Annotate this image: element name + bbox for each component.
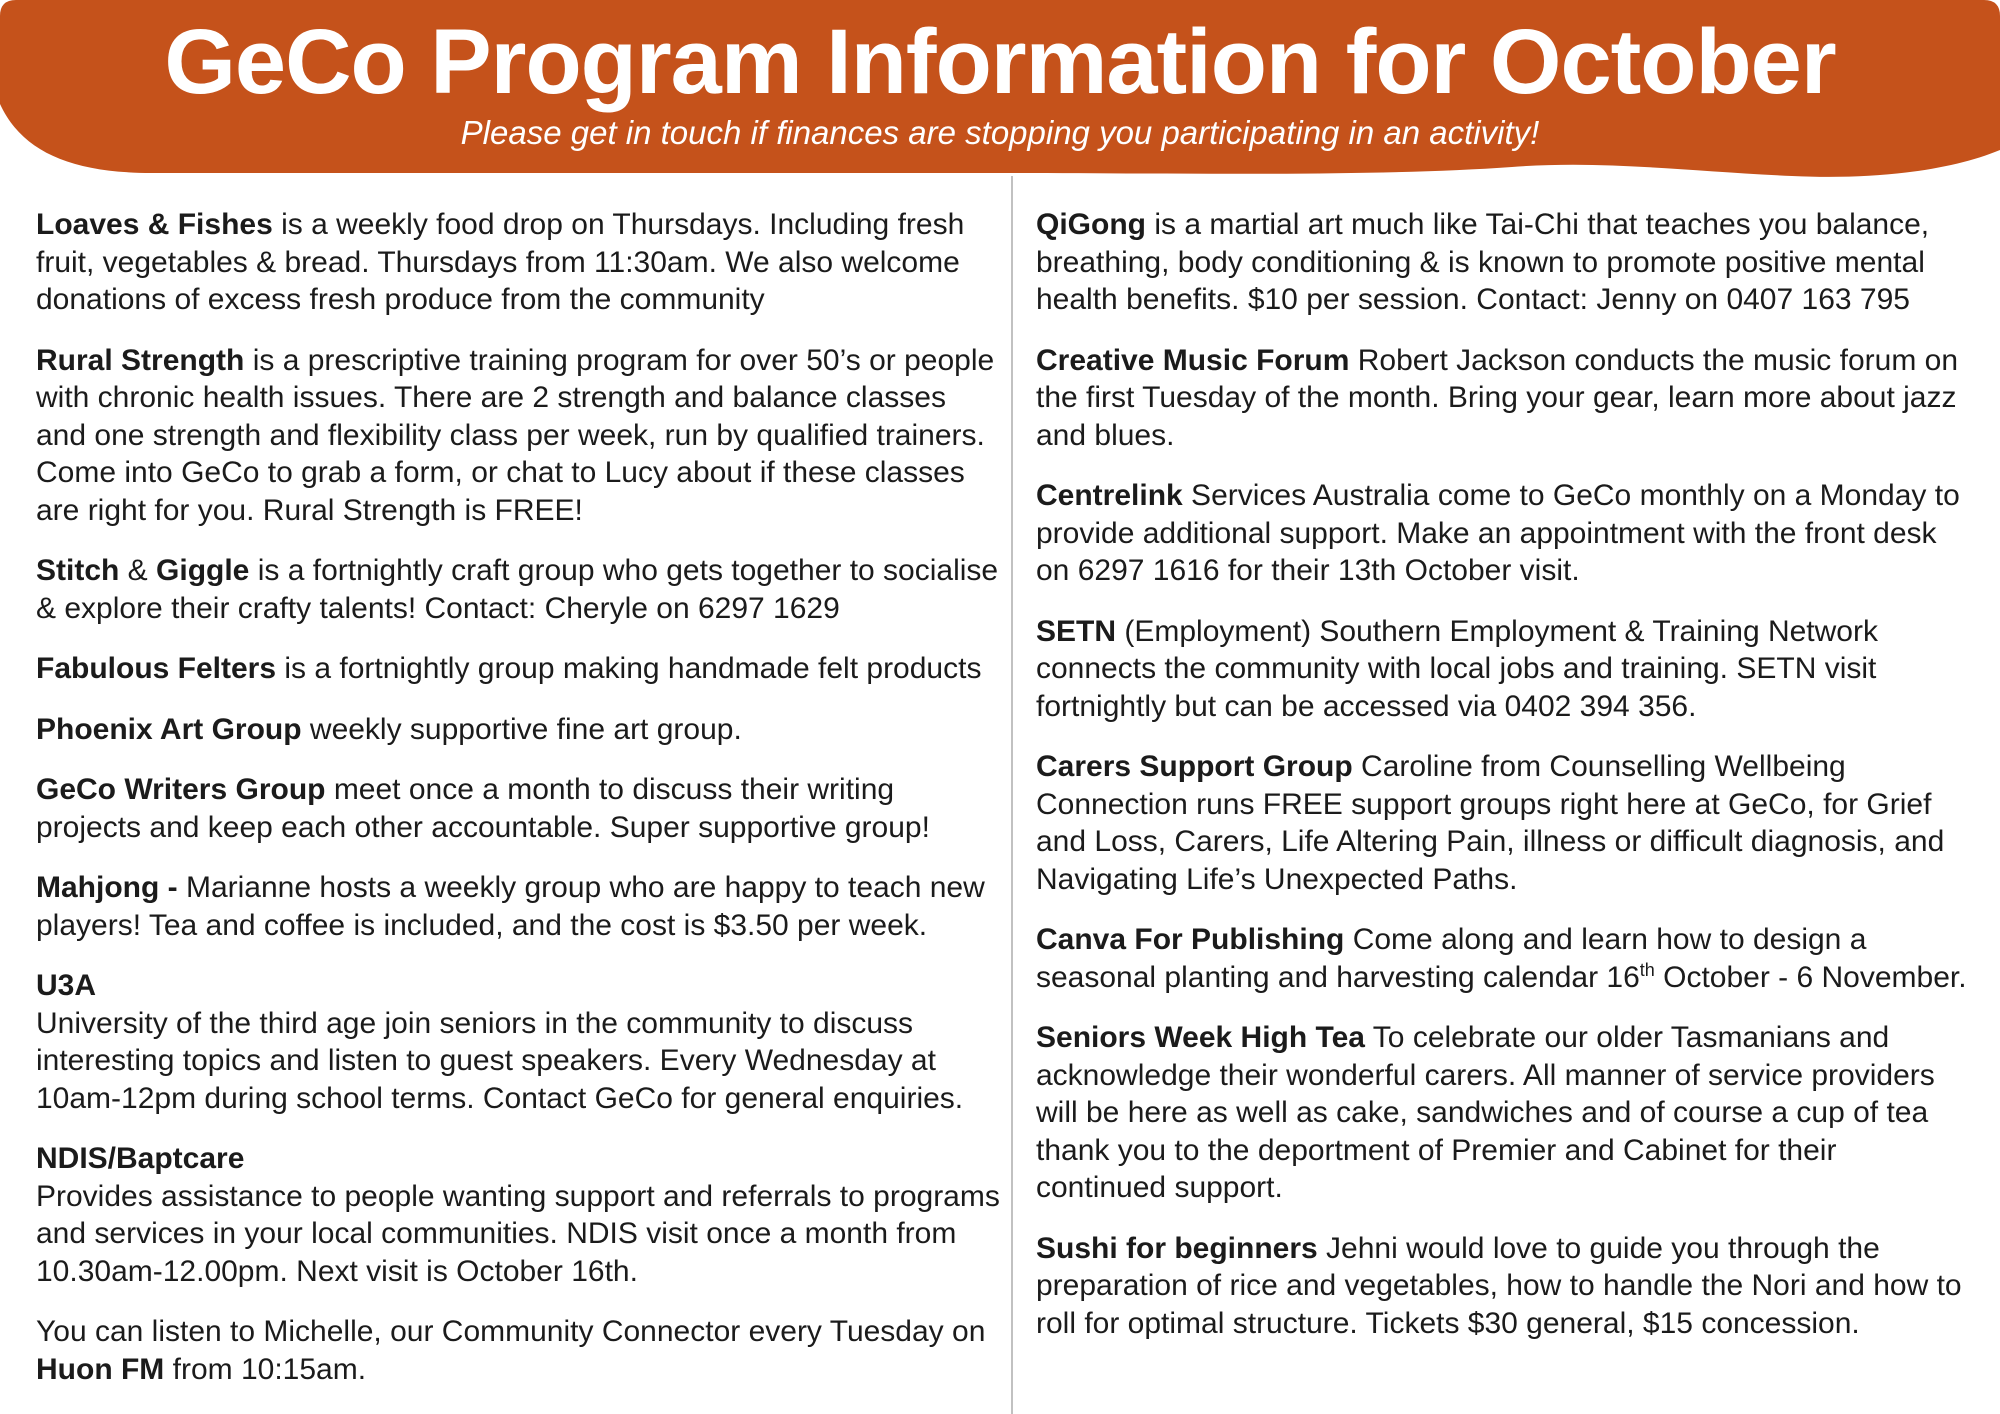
program-text: (Employment) Southern Employment & Training Network connects the community with local jobs and training. SETN visit fortnightly but can be accessed via 0402 394 356.	[1036, 614, 1878, 723]
program-text: To celebrate our older Tasmanians and acknowledge their wonderful carers. All manner of service providers will be here as well as cake, sandwiches and of course a cup of tea thank you to the deportment of Premier and Cabinet for their continued support.	[1036, 1021, 1935, 1204]
program-name: Fabulous Felters	[36, 652, 277, 685]
program-paragraph	[1036, 748, 1972, 898]
page-subtitle: Please get in touch if finances are stopping you participating in an activity!	[460, 113, 1540, 151]
flyer-header	[0, 0, 2000, 190]
column-divider	[1011, 176, 1013, 1414]
program-name: Canva For Publishing	[1036, 923, 1345, 956]
program-name: GeCo Writers Group	[36, 773, 326, 806]
program-paragraph	[36, 552, 1000, 627]
program-name: Mahjong -	[36, 871, 178, 904]
program-text: Come along and learn how to design a seasonal planting and harvesting calendar 16	[1036, 923, 1867, 994]
program-name: Phoenix Art Group	[36, 712, 302, 746]
program-paragraph	[36, 1140, 1000, 1290]
program-text: University of the third age join seniors in the community to discuss interesting topics and listen to guest speakers. Every Wednesday at 10am-12pm during school terms. Contact GeCo for general enquiries.	[36, 1006, 964, 1115]
program-text: from 10:15am.	[164, 1352, 367, 1386]
program-paragraph	[36, 650, 1000, 688]
program-text: Services Australia come to GeCo monthly on a Monday to provide additional support. Make an appointment with the front desk on 6297 1616 for their 13th October visit.	[1036, 479, 1960, 587]
program-name: Seniors Week High Tea	[1036, 1021, 1365, 1054]
program-text: is a fortnightly craft group who gets together to socialise & explore their crafty talents! Contact: Cheryle on 6297 1629	[36, 554, 999, 625]
program-paragraph	[1036, 613, 1972, 726]
program-text: is a fortnightly group making handmade felt products	[276, 652, 982, 685]
program-paragraph	[36, 1313, 1000, 1388]
right-column	[1012, 190, 2000, 1342]
program-name: QiGong	[1036, 208, 1146, 241]
program-paragraph	[1036, 921, 1972, 996]
program-name: Loaves & Fishes	[36, 208, 273, 241]
program-text: Robert Jackson conducts the music forum on the first Tuesday of the month. Bring your gear, learn more about jazz and blues.	[1036, 343, 1959, 452]
program-paragraph	[1036, 1230, 1972, 1343]
program-name: Centrelink	[1036, 479, 1183, 512]
program-name: Huon FM	[36, 1352, 165, 1386]
program-text: meet once a month to discuss their writing projects and keep each other accountable. Super supportive group!	[36, 773, 930, 844]
program-text: Marianne hosts a weekly group who are happy to teach new players! Tea and coffee is included, and the cost is $3.50 per week.	[36, 871, 985, 942]
program-text: weekly supportive fine art group.	[301, 712, 742, 746]
program-text: is a prescriptive training program for over 50’s or people with chronic health issues. There are 2 strength and balance classes and one strength and flexibility class per week, run by qualified trainers. Come into GeCo to grab a form, or chat to Lucy about if these classes are right for you. Rural Strength is FREE!	[36, 343, 995, 527]
program-name: NDIS/Baptcare	[36, 1142, 245, 1175]
program-name: U3A	[36, 969, 97, 1002]
program-paragraph	[1036, 342, 1972, 455]
program-paragraph	[36, 771, 1000, 846]
program-paragraph	[36, 206, 1000, 319]
program-text: &	[119, 554, 157, 587]
program-text: Caroline from Counselling Wellbeing Connection runs FREE support groups right here at GeCo, for Grief and Loss, Carers, Life Altering Pain, illness or difficult diagnosis, and Navigating Life’s Unexpected Paths.	[1036, 750, 1945, 896]
program-paragraph	[36, 342, 1000, 530]
program-name: SETN	[1036, 614, 1117, 648]
program-text: is a weekly food drop on Thursdays. Including fresh fruit, vegetables & bread. Thursdays from 11:30am. We also welcome donations of excess fresh produce from the community	[36, 208, 965, 316]
program-name: Giggle	[156, 554, 250, 587]
program-paragraph	[1036, 1019, 1972, 1207]
page-title: GeCo Program Information for October	[164, 11, 1836, 113]
left-column	[0, 190, 1012, 1388]
program-name: Carers Support Group	[1036, 750, 1353, 783]
program-text: Jehni would love to guide you through the preparation of rice and vegetables, how to handle the Nori and how to roll for optimal structure. Tickets $30 general, $15 concession.	[1036, 1231, 1962, 1340]
program-text: October - 6 November.	[1654, 960, 1967, 994]
program-name: Creative Music Forum	[1036, 343, 1350, 377]
program-paragraph	[36, 869, 1000, 944]
program-name: Stitch	[36, 554, 120, 587]
program-paragraph	[1036, 206, 1972, 319]
program-content	[0, 190, 2000, 1388]
program-text: You can listen to Michelle, our Community Connector every Tuesday on	[36, 1315, 986, 1348]
program-text: th	[1639, 959, 1655, 980]
program-paragraph	[36, 967, 1000, 1117]
program-text: Provides assistance to people wanting support and referrals to programs and services in your local communities. NDIS visit once a month from 10.30am-12.00pm. Next visit is October 16th.	[36, 1179, 1000, 1288]
program-name: Rural Strength	[36, 343, 245, 377]
program-paragraph	[36, 711, 1000, 749]
program-text: is a martial art much like Tai-Chi that teaches you balance, breathing, body conditioning & is known to promote positive mental health benefits. $10 per session. Contact: Jenny on 0407 163 795	[1036, 208, 1930, 316]
program-paragraph	[1036, 477, 1972, 590]
program-name: Sushi for beginners	[1036, 1231, 1318, 1265]
